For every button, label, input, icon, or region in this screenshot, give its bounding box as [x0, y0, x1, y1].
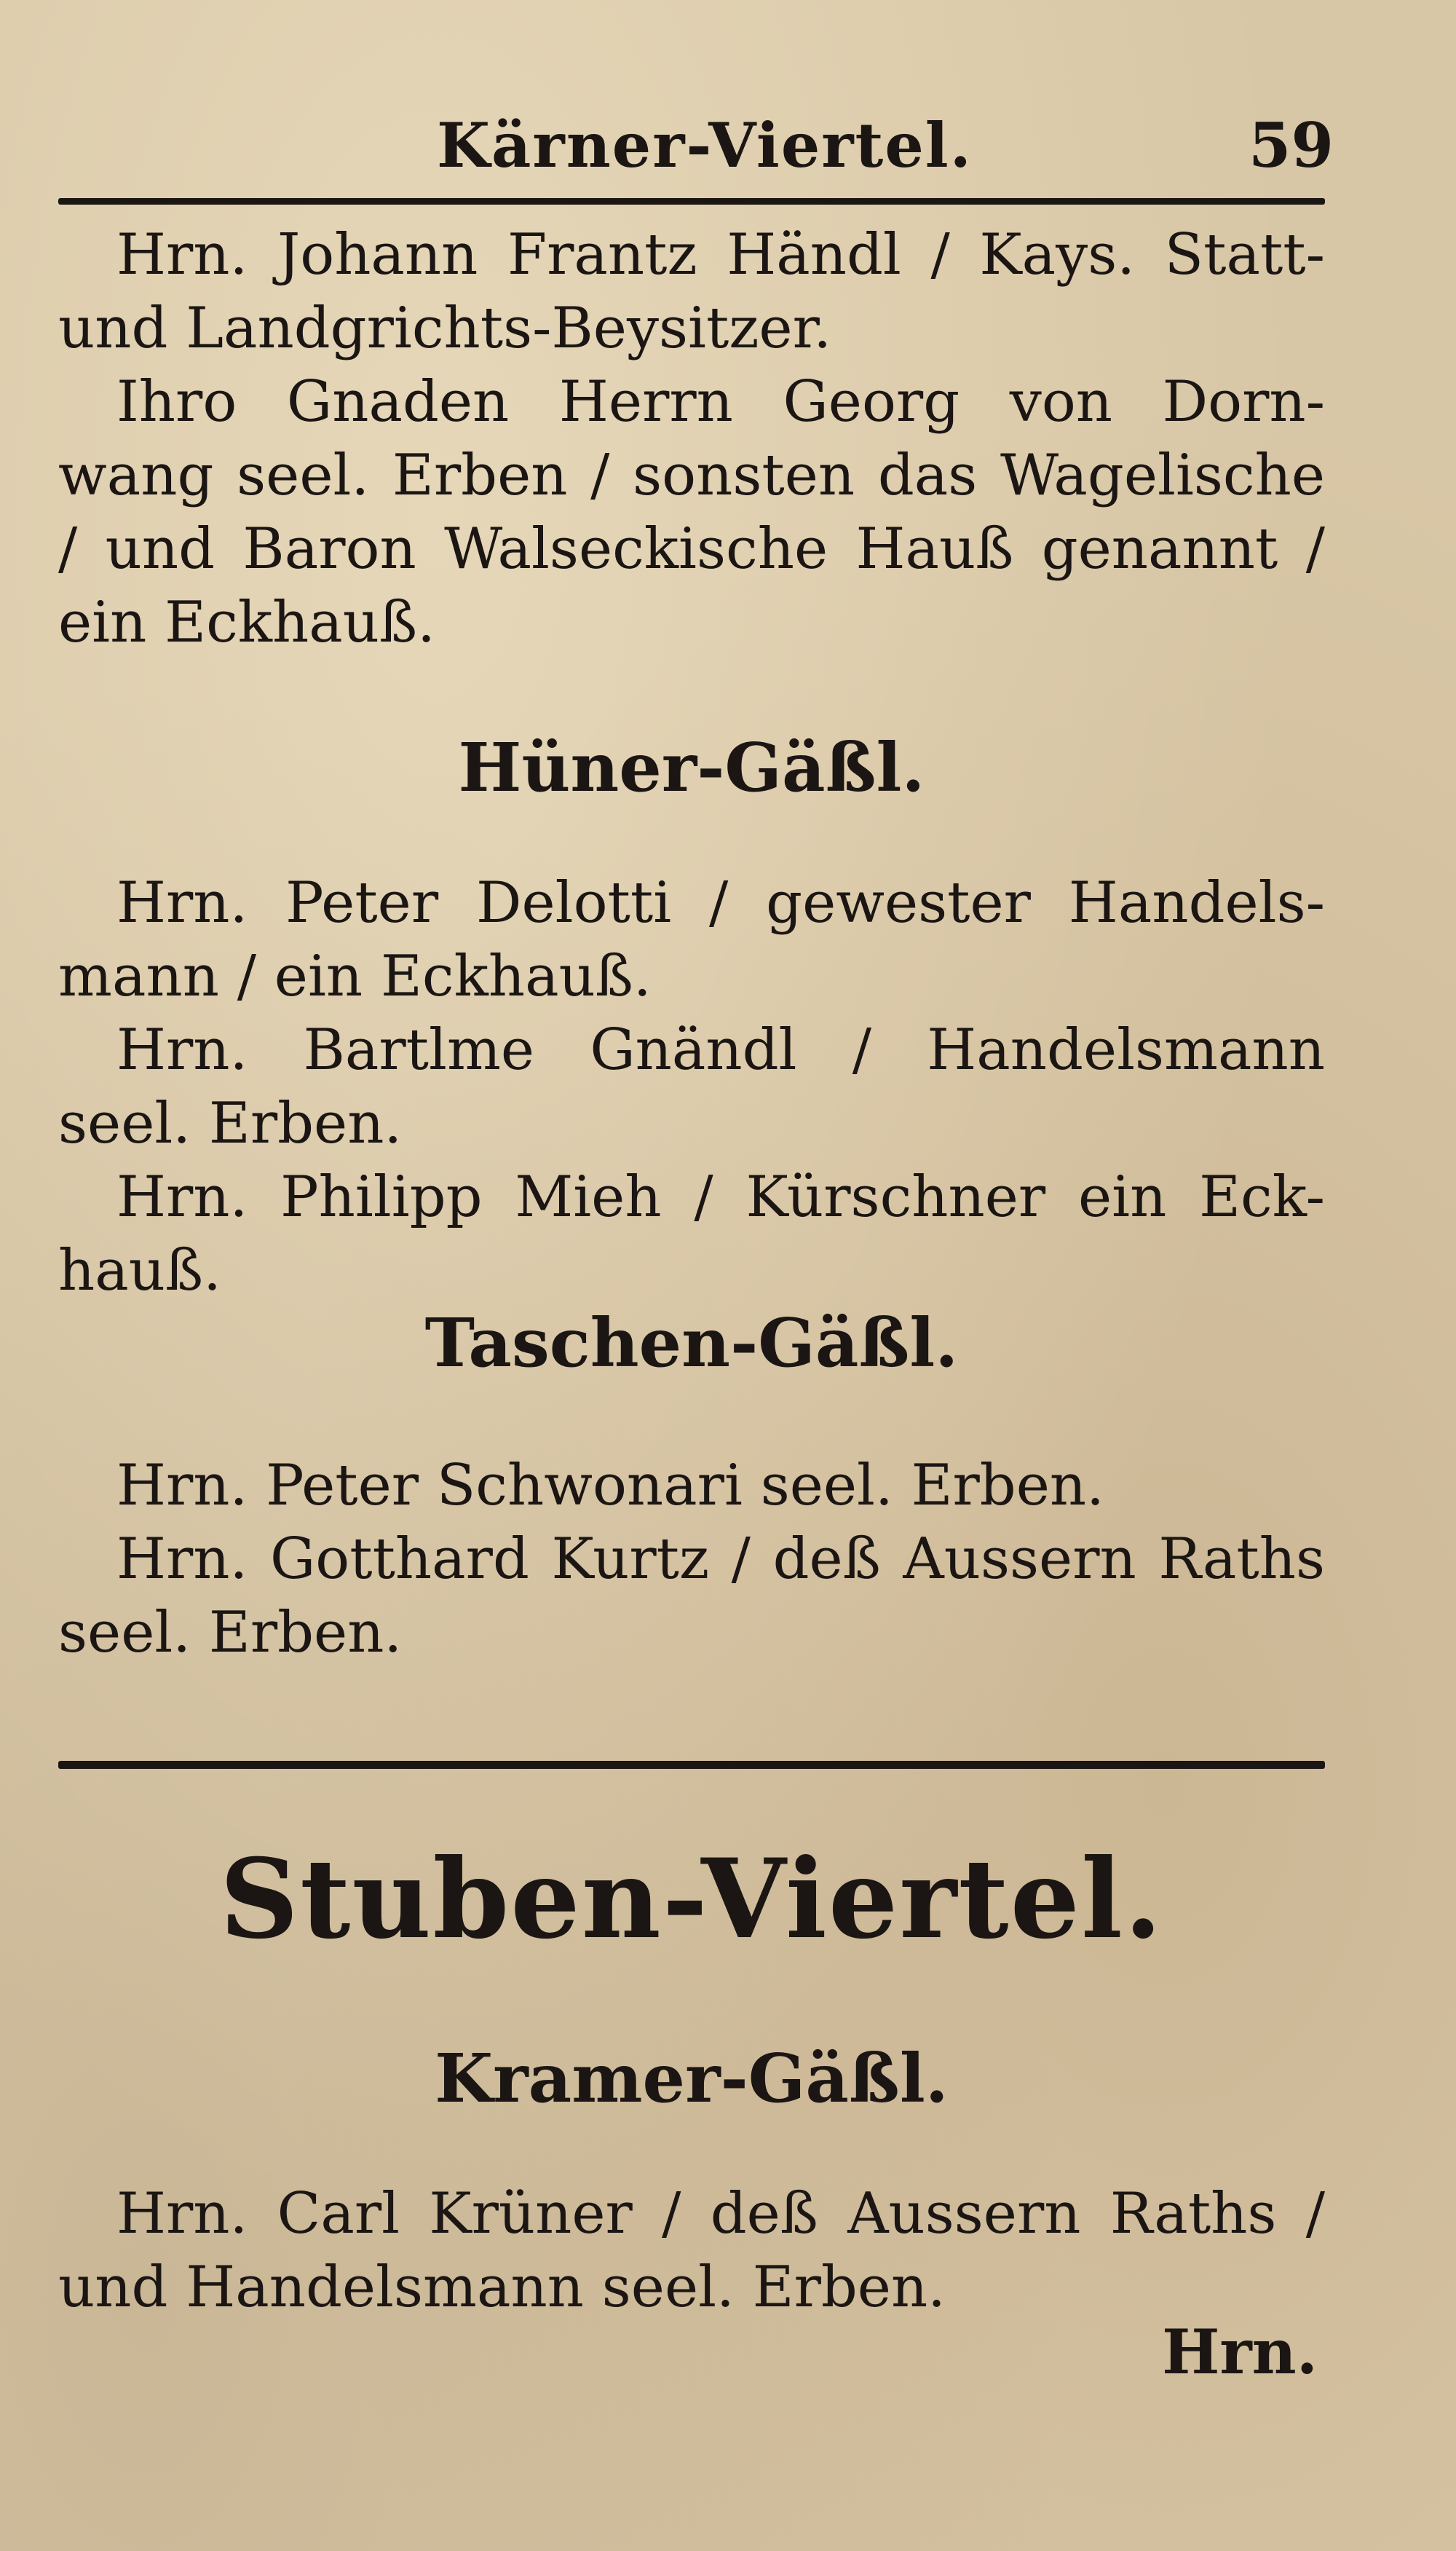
header-rule	[58, 198, 1325, 205]
entries-karner-viertel	[58, 218, 1325, 660]
page-number: 59	[1249, 109, 1334, 181]
entry-mieh: Hrn. Philipp Mieh / Kürschner ein Eck- hauß.	[58, 1164, 1325, 1304]
entry-schwonari: Hrn. Peter Schwonari seel. Erben.	[116, 1453, 1104, 1518]
entry-gnaendl: Hrn. Bartlme Gnändl / Handelsmann seel. Erben.	[58, 1017, 1325, 1156]
entry-kurtz: Hrn. Gotthard Kurtz / deß Aussern Raths seel. Erben.	[58, 1526, 1325, 1665]
section-heading-taschen-gassl: Taschen-Gäßl.	[424, 1304, 959, 1382]
entry-dornwang: Ihro Gnaden Herrn Georg von Dorn- wang seel. Erben / sonsten das Wagelische / und Baron Walseckische Hauß genannt / ein Eckhauß.	[58, 369, 1325, 655]
section-divider-rule	[58, 1761, 1325, 1769]
entries-taschen-gassl	[58, 1449, 1325, 1670]
entries-huner-gassl	[58, 867, 1325, 1308]
running-head: Kärner-Viertel.	[437, 109, 973, 181]
entry-haendl: Hrn. Johann Frantz Händl / Kays. Statt- und Landgrichts-Beysitzer.	[58, 222, 1325, 361]
entry-kruener: Hrn. Carl Krüner / deß Aussern Raths / und Handelsmann seel. Erben.	[58, 2181, 1325, 2320]
section-heading-kramer-gassl: Kramer-Gäßl.	[435, 2039, 949, 2118]
section-heading-huner-gassl: Hüner-Gäßl.	[458, 728, 925, 807]
quarter-heading-stuben-viertel: Stuben-Viertel.	[219, 1835, 1164, 1963]
entry-delotti: Hrn. Peter Delotti / gewester Handels- mann / ein Eckhauß.	[58, 870, 1325, 1009]
catchword: Hrn.	[1162, 2316, 1318, 2388]
entries-kramer-gassl	[58, 2177, 1325, 2325]
